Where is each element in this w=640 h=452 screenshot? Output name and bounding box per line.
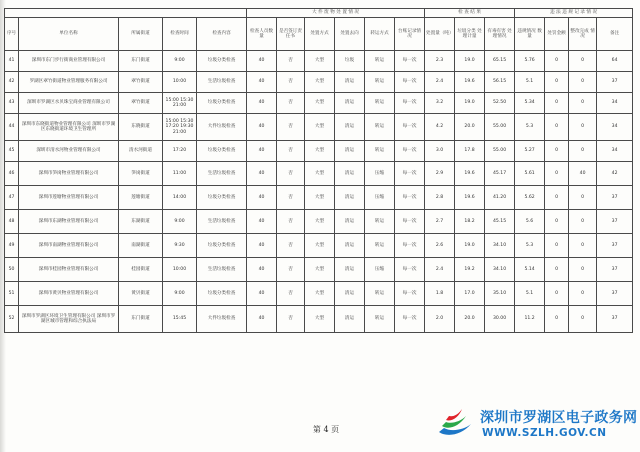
cell-dest: 清运 xyxy=(335,186,365,210)
cell-dest: 清运 xyxy=(335,210,365,234)
cell-street: 莲塘街道 xyxy=(119,186,163,210)
cell-dest: 清运 xyxy=(335,162,365,186)
column-header: 备注 xyxy=(597,18,633,51)
cell-note: 37 xyxy=(597,210,633,234)
cell-dest: 清运 xyxy=(335,93,365,114)
cell-measure: 19.6 xyxy=(455,162,485,186)
cell-method: 大型 xyxy=(305,72,335,93)
cell-street: 笋岗街道 xyxy=(119,162,163,186)
cell-record: 每一次 xyxy=(395,210,425,234)
cell-staff: 40 xyxy=(247,234,277,258)
cell-street: 清水河街道 xyxy=(119,141,163,162)
cell-staff: 40 xyxy=(247,210,277,234)
cell-fine: 0 xyxy=(545,51,569,72)
inspection-table-sheet xyxy=(4,8,632,360)
header-group-right: 违 法 违 规 记 录 情 况 xyxy=(515,9,633,18)
cell-method: 大型 xyxy=(305,51,335,72)
cell-note: 42 xyxy=(597,162,633,186)
cell-record: 每一次 xyxy=(395,258,425,282)
cell-time: 15:00 15:30 21:00 xyxy=(163,93,197,114)
cell-record: 每一次 xyxy=(395,282,425,306)
cell-content: 垃圾分类检查 xyxy=(197,51,247,72)
cell-transport: 转运 xyxy=(365,282,395,306)
cell-transport: 转运 xyxy=(365,114,395,141)
cell-dest: 清运 xyxy=(335,114,365,141)
column-header: 违规情况 数量 xyxy=(515,18,545,51)
cell-hazard: 56.15 xyxy=(485,72,515,93)
cell-measure: 19.0 xyxy=(455,93,485,114)
table-row xyxy=(5,93,633,114)
column-header: 序号 xyxy=(5,18,19,51)
table-row xyxy=(5,258,633,282)
cell-signed: 否 xyxy=(277,93,305,114)
cell-record: 每一次 xyxy=(395,186,425,210)
column-header: 检查时间 xyxy=(163,18,197,51)
cell-measure: 19.6 xyxy=(455,72,485,93)
cell-method: 大型 xyxy=(305,234,335,258)
cell-time: 11:00 xyxy=(163,162,197,186)
cell-rectify: 0 xyxy=(569,186,597,210)
cell-note: 37 xyxy=(597,306,633,333)
cell-transport: 转运 xyxy=(365,51,395,72)
cell-rectify: 40 xyxy=(569,162,597,186)
header-subgroup: 检 查 结 果 xyxy=(425,9,515,18)
cell-street: 黄贝街道 xyxy=(119,282,163,306)
cell-dest: 清运 xyxy=(335,72,365,93)
column-header: 检查内容 xyxy=(197,18,247,51)
cell-unit: 深圳市南湖物业管理有限公司 xyxy=(19,234,119,258)
cell-dest: 清运 xyxy=(335,141,365,162)
cell-content: 大件垃圾检查 xyxy=(197,114,247,141)
cell-staff: 40 xyxy=(247,306,277,333)
table-row xyxy=(5,141,633,162)
cell-content: 垃圾分类检查 xyxy=(197,234,247,258)
cell-transport: 转运 xyxy=(365,72,395,93)
cell-qty: 1.8 xyxy=(425,282,455,306)
cell-no: 52 xyxy=(5,306,19,333)
cell-signed: 否 xyxy=(277,51,305,72)
cell-violations: 5.34 xyxy=(515,93,545,114)
cell-transport: 转运 xyxy=(365,306,395,333)
cell-method: 大型 xyxy=(305,258,335,282)
table-row xyxy=(5,234,633,258)
page-number: 第 4 页 xyxy=(312,425,340,434)
column-header: 处置方式 xyxy=(305,18,335,51)
cell-time: 15:00 15:30 17:20 19:30 21:00 xyxy=(163,114,197,141)
cell-measure: 17.8 xyxy=(455,141,485,162)
cell-fine: 0 xyxy=(545,258,569,282)
cell-time: 9:30 xyxy=(163,234,197,258)
cell-signed: 否 xyxy=(277,210,305,234)
cell-fine: 0 xyxy=(545,141,569,162)
cell-fine: 0 xyxy=(545,234,569,258)
cell-no: 48 xyxy=(5,210,19,234)
cell-qty: 2.0 xyxy=(425,306,455,333)
cell-signed: 否 xyxy=(277,141,305,162)
cell-content: 生活垃圾检查 xyxy=(197,210,247,234)
cell-measure: 17.0 xyxy=(455,282,485,306)
cell-method: 大型 xyxy=(305,93,335,114)
cell-content: 大件垃圾检查 xyxy=(197,306,247,333)
cell-qty: 2.9 xyxy=(425,162,455,186)
cell-staff: 40 xyxy=(247,141,277,162)
cell-no: 51 xyxy=(5,282,19,306)
column-header: 转运方式 xyxy=(365,18,395,51)
cell-transport: 压缩 xyxy=(365,186,395,210)
cell-note: 37 xyxy=(597,282,633,306)
cell-transport: 转运 xyxy=(365,234,395,258)
cell-note: 37 xyxy=(597,72,633,93)
cell-record: 每一次 xyxy=(395,162,425,186)
cell-dest: 清运 xyxy=(335,306,365,333)
cell-fine: 0 xyxy=(545,282,569,306)
cell-staff: 40 xyxy=(247,162,277,186)
table-row xyxy=(5,210,633,234)
cell-unit: 罗湖区翠竹街道物业管理服务有限公司 xyxy=(19,72,119,93)
cell-qty: 2.4 xyxy=(425,72,455,93)
cell-method: 大型 xyxy=(305,306,335,333)
cell-violations: 5.1 xyxy=(515,72,545,93)
cell-violations: 5.14 xyxy=(515,258,545,282)
cell-time: 10:00 xyxy=(163,72,197,93)
cell-hazard: 45.17 xyxy=(485,162,515,186)
column-header: 所属街道 xyxy=(119,18,163,51)
cell-fine: 0 xyxy=(545,162,569,186)
cell-no: 46 xyxy=(5,162,19,186)
cell-rectify: 0 xyxy=(569,141,597,162)
table-row xyxy=(5,306,633,333)
luohu-egov-swoosh-logo-icon xyxy=(436,406,474,440)
cell-street: 东门街道 xyxy=(119,306,163,333)
cell-violations: 5.62 xyxy=(515,186,545,210)
cell-dest: 清运 xyxy=(335,258,365,282)
cell-violations: 5.27 xyxy=(515,141,545,162)
cell-qty: 3.0 xyxy=(425,141,455,162)
cell-transport: 转运 xyxy=(365,141,395,162)
cell-dest: 清运 xyxy=(335,234,365,258)
cell-signed: 否 xyxy=(277,258,305,282)
header-group-left: 大 件 废 物 处 置 情 况 xyxy=(247,9,425,18)
column-header: 台账记录情况 xyxy=(395,18,425,51)
cell-record: 每一次 xyxy=(395,234,425,258)
inspection-table xyxy=(4,8,633,333)
cell-content: 垃圾分类检查 xyxy=(197,141,247,162)
cell-method: 大型 xyxy=(305,186,335,210)
cell-rectify: 0 xyxy=(569,93,597,114)
column-header: 垃圾分类 处理计量 xyxy=(455,18,485,51)
column-header: 单位名称 xyxy=(19,18,119,51)
cell-content: 垃圾分类检查 xyxy=(197,282,247,306)
cell-no: 42 xyxy=(5,72,19,93)
cell-record: 每一次 xyxy=(395,72,425,93)
cell-staff: 40 xyxy=(247,258,277,282)
cell-record: 每一次 xyxy=(395,93,425,114)
cell-measure: 19.6 xyxy=(455,186,485,210)
cell-time: 14:00 xyxy=(163,186,197,210)
cell-no: 49 xyxy=(5,234,19,258)
cell-violations: 11.2 xyxy=(515,306,545,333)
cell-violations: 5.76 xyxy=(515,51,545,72)
column-header: 处罚金额 xyxy=(545,18,569,51)
cell-measure: 20.0 xyxy=(455,306,485,333)
cell-measure: 19.2 xyxy=(455,258,485,282)
cell-rectify: 0 xyxy=(569,306,597,333)
cell-record: 每一次 xyxy=(395,51,425,72)
cell-hazard: 30.00 xyxy=(485,306,515,333)
cell-dest: 清运 xyxy=(335,282,365,306)
cell-hazard: 45.15 xyxy=(485,210,515,234)
cell-street: 翠竹街道 xyxy=(119,72,163,93)
cell-note: 37 xyxy=(597,234,633,258)
cell-hazard: 34.10 xyxy=(485,258,515,282)
cell-fine: 0 xyxy=(545,114,569,141)
cell-transport: 转运 xyxy=(365,210,395,234)
column-header: 有毒有害 处理情况 xyxy=(485,18,515,51)
cell-unit: 深圳市桂园物业管理有限公司 xyxy=(19,258,119,282)
cell-rectify: 0 xyxy=(569,114,597,141)
cell-measure: 18.2 xyxy=(455,210,485,234)
cell-street: 桂园街道 xyxy=(119,258,163,282)
cell-time: 9:00 xyxy=(163,282,197,306)
cell-time: 9:00 xyxy=(163,51,197,72)
column-header: 处置量（吨） xyxy=(425,18,455,51)
column-header: 处置去向 xyxy=(335,18,365,51)
cell-signed: 否 xyxy=(277,72,305,93)
cell-qty: 2.6 xyxy=(425,234,455,258)
cell-street: 东门街道 xyxy=(119,51,163,72)
cell-unit: 深圳市罗湖区水贝珠宝商业管理有限公司 xyxy=(19,93,119,114)
cell-dest: 垃圾 xyxy=(335,51,365,72)
cell-staff: 40 xyxy=(247,51,277,72)
cell-unit: 深圳市东湖物业管理有限公司 xyxy=(19,210,119,234)
cell-unit: 深圳市清水河物业管理有限公司 xyxy=(19,141,119,162)
cell-note: 37 xyxy=(597,258,633,282)
cell-qty: 4.2 xyxy=(425,114,455,141)
cell-signed: 否 xyxy=(277,186,305,210)
cell-note: 34 xyxy=(597,141,633,162)
cell-violations: 5.3 xyxy=(515,234,545,258)
cell-unit: 深圳市笋岗物业管理有限公司 xyxy=(19,162,119,186)
cell-violations: 5.6 xyxy=(515,210,545,234)
cell-measure: 19.0 xyxy=(455,51,485,72)
cell-violations: 5.61 xyxy=(515,162,545,186)
cell-signed: 否 xyxy=(277,114,305,141)
cell-signed: 否 xyxy=(277,234,305,258)
cell-time: 10:00 xyxy=(163,258,197,282)
cell-hazard: 41.20 xyxy=(485,186,515,210)
cell-hazard: 65.15 xyxy=(485,51,515,72)
cell-rectify: 0 xyxy=(569,282,597,306)
cell-method: 大型 xyxy=(305,210,335,234)
cell-qty: 2.8 xyxy=(425,186,455,210)
cell-fine: 0 xyxy=(545,306,569,333)
cell-method: 大型 xyxy=(305,141,335,162)
cell-method: 大型 xyxy=(305,282,335,306)
cell-signed: 否 xyxy=(277,282,305,306)
cell-method: 大型 xyxy=(305,162,335,186)
cell-hazard: 34.10 xyxy=(485,234,515,258)
cell-signed: 否 xyxy=(277,162,305,186)
cell-violations: 5.3 xyxy=(515,114,545,141)
cell-fine: 0 xyxy=(545,186,569,210)
cell-unit: 深圳市黄贝物业管理有限公司 xyxy=(19,282,119,306)
cell-content: 生活垃圾检查 xyxy=(197,72,247,93)
site-watermark[interactable] xyxy=(436,404,636,444)
cell-staff: 40 xyxy=(247,114,277,141)
cell-qty: 2.3 xyxy=(425,51,455,72)
cell-unit: 深圳市东晓街道物业管理有限公司 深圳市罗湖区东晓街道环境卫生管理所 xyxy=(19,114,119,141)
cell-time: 9:00 xyxy=(163,210,197,234)
cell-transport: 压缩 xyxy=(365,162,395,186)
cell-content: 垃圾分类检查 xyxy=(197,93,247,114)
header-group-blank xyxy=(5,9,247,18)
cell-street: 南湖街道 xyxy=(119,234,163,258)
cell-no: 43 xyxy=(5,93,19,114)
cell-transport: 转运 xyxy=(365,93,395,114)
cell-hazard: 35.10 xyxy=(485,282,515,306)
cell-hazard: 52.50 xyxy=(485,93,515,114)
cell-fine: 0 xyxy=(545,93,569,114)
cell-content: 生活垃圾检查 xyxy=(197,258,247,282)
cell-no: 45 xyxy=(5,141,19,162)
cell-hazard: 55.00 xyxy=(485,141,515,162)
cell-signed: 否 xyxy=(277,306,305,333)
cell-transport: 压缩 xyxy=(365,258,395,282)
cell-rectify: 0 xyxy=(569,51,597,72)
cell-no: 41 xyxy=(5,51,19,72)
cell-note: 64 xyxy=(597,51,633,72)
cell-unit: 深圳市罗湖区环境卫生管理有限公司 深圳市罗湖区城市管理和综合执法局 xyxy=(19,306,119,333)
cell-note: 34 xyxy=(597,114,633,141)
cell-rectify: 0 xyxy=(569,72,597,93)
watermark-site-name: 深圳市罗湖区电子政务网 xyxy=(480,410,638,426)
cell-time: 15:45 xyxy=(163,306,197,333)
cell-staff: 40 xyxy=(247,282,277,306)
watermark-url: WWW.SZLH.GOV.CN xyxy=(482,427,607,439)
cell-fine: 0 xyxy=(545,72,569,93)
cell-content: 垃圾分类检查 xyxy=(197,186,247,210)
cell-staff: 40 xyxy=(247,72,277,93)
cell-rectify: 0 xyxy=(569,210,597,234)
cell-street: 东湖街道 xyxy=(119,210,163,234)
column-header: 检查人员数量 xyxy=(247,18,277,51)
cell-fine: 0 xyxy=(545,210,569,234)
cell-qty: 2.7 xyxy=(425,210,455,234)
cell-content: 生活垃圾检查 xyxy=(197,162,247,186)
column-header: 整改完成 情况 xyxy=(569,18,597,51)
cell-street: 翠竹街道 xyxy=(119,93,163,114)
cell-no: 50 xyxy=(5,258,19,282)
cell-rectify: 0 xyxy=(569,234,597,258)
cell-no: 47 xyxy=(5,186,19,210)
cell-record: 每一次 xyxy=(395,306,425,333)
cell-street: 东晓街道 xyxy=(119,114,163,141)
cell-hazard: 55.00 xyxy=(485,114,515,141)
table-row xyxy=(5,51,633,72)
cell-staff: 40 xyxy=(247,93,277,114)
cell-violations: 5.1 xyxy=(515,282,545,306)
table-row xyxy=(5,186,633,210)
table-row xyxy=(5,114,633,141)
cell-measure: 20.0 xyxy=(455,114,485,141)
cell-note: 37 xyxy=(597,186,633,210)
column-header: 是否签订责任书 xyxy=(277,18,305,51)
cell-unit: 深圳市东门步行街商业管理有限公司 xyxy=(19,51,119,72)
cell-record: 每一次 xyxy=(395,141,425,162)
cell-staff: 40 xyxy=(247,186,277,210)
cell-note: 34 xyxy=(597,93,633,114)
cell-time: 17:20 xyxy=(163,141,197,162)
cell-qty: 3.2 xyxy=(425,93,455,114)
cell-record: 每一次 xyxy=(395,114,425,141)
cell-method: 大型 xyxy=(305,114,335,141)
cell-rectify: 0 xyxy=(569,258,597,282)
cell-no: 44 xyxy=(5,114,19,141)
cell-unit: 深圳市莲塘物业管理有限公司 xyxy=(19,186,119,210)
cell-qty: 2.4 xyxy=(425,258,455,282)
table-row xyxy=(5,72,633,93)
cell-measure: 19.0 xyxy=(455,234,485,258)
table-row xyxy=(5,282,633,306)
table-row xyxy=(5,162,633,186)
